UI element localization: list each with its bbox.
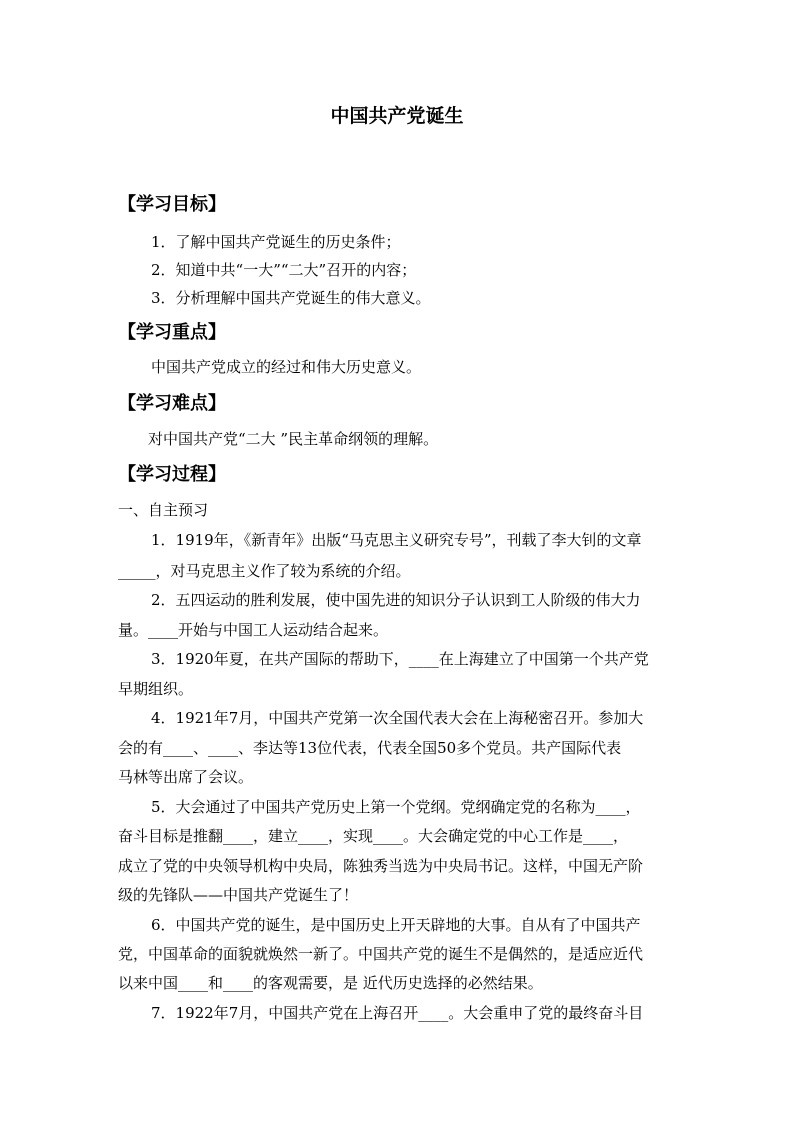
question-4-line: 马林等出席了会议。	[118, 768, 254, 786]
question-6-line: 党，中国革命的面貌就焕然一新了。中国共产党的诞生不是偶然的，是适应近代	[118, 945, 644, 963]
goal-item: 2．知道中共“一大”“二大”召开的内容；	[151, 261, 417, 279]
question-5-line: 级的先锋队——中国共产党诞生了！	[118, 886, 359, 904]
question-4-line: 会的有____、____、李达等13位代表，代表全国50多个党员。共产国际代表	[118, 739, 622, 757]
question-5-line: 5．大会通过了中国共产党历史上第一个党纲。党纲确定党的名称为____，	[151, 798, 641, 816]
question-2-line: 2．五四运动的胜利发展，使中国先进的知识分子认识到工人阶级的伟大力	[151, 591, 641, 609]
question-4-line: 4．1921年7月，中国共产党第一次全国代表大会在上海秘密召开。参加大	[151, 709, 644, 727]
question-1-line: _____，对马克思主义作了较为系统的介绍。	[118, 562, 411, 580]
section-heading-process: 【学习过程】	[118, 464, 226, 485]
question-3-line: 早期组织。	[118, 680, 194, 698]
section-heading-difficulties: 【学习难点】	[118, 393, 226, 414]
page-title: 中国共产党诞生	[330, 105, 464, 127]
section-heading-goals: 【学习目标】	[118, 194, 226, 215]
difficulty-text: 对中国共产党“二大 ”民主革命纲领的理解。	[148, 430, 439, 448]
goal-item: 1．了解中国共产党诞生的历史条件；	[151, 233, 401, 251]
section-heading-key-points: 【学习重点】	[118, 322, 226, 343]
question-6-line: 6．中国共产党的诞生，是中国历史上开天辟地的大事。自从有了中国共产	[151, 916, 641, 934]
key-point-text: 中国共产党成立的经过和伟大历史意义。	[151, 358, 422, 376]
question-1-line: 1．1919年，《新青年》出版“马克思主义研究专号”，刊载了李大钊的文章	[151, 531, 642, 549]
question-5-line: 奋斗目标是推翻____，建立____，实现____。大会确定党的中心工作是____，	[118, 827, 629, 845]
goal-item: 3．分析理解中国共产党诞生的伟大意义。	[151, 289, 431, 307]
question-6-line: 以来中国____和____的客观需要，是 近代历史选择的必然结果。	[118, 974, 543, 992]
question-5-line: 成立了党的中央领导机构中央局，陈独秀当选为中央局书记。这样，中国无产阶	[118, 857, 644, 875]
question-7-line: 7．1922年7月，中国共产党在上海召开____。大会重申了党的最终奋斗目	[151, 1004, 644, 1022]
question-3-line: 3．1920年夏，在共产国际的帮助下，____在上海建立了中国第一个共产党	[151, 650, 649, 668]
process-subheading: 一、自主预习	[118, 501, 209, 519]
question-2-line: 量。____开始与中国工人运动结合起来。	[118, 621, 389, 639]
